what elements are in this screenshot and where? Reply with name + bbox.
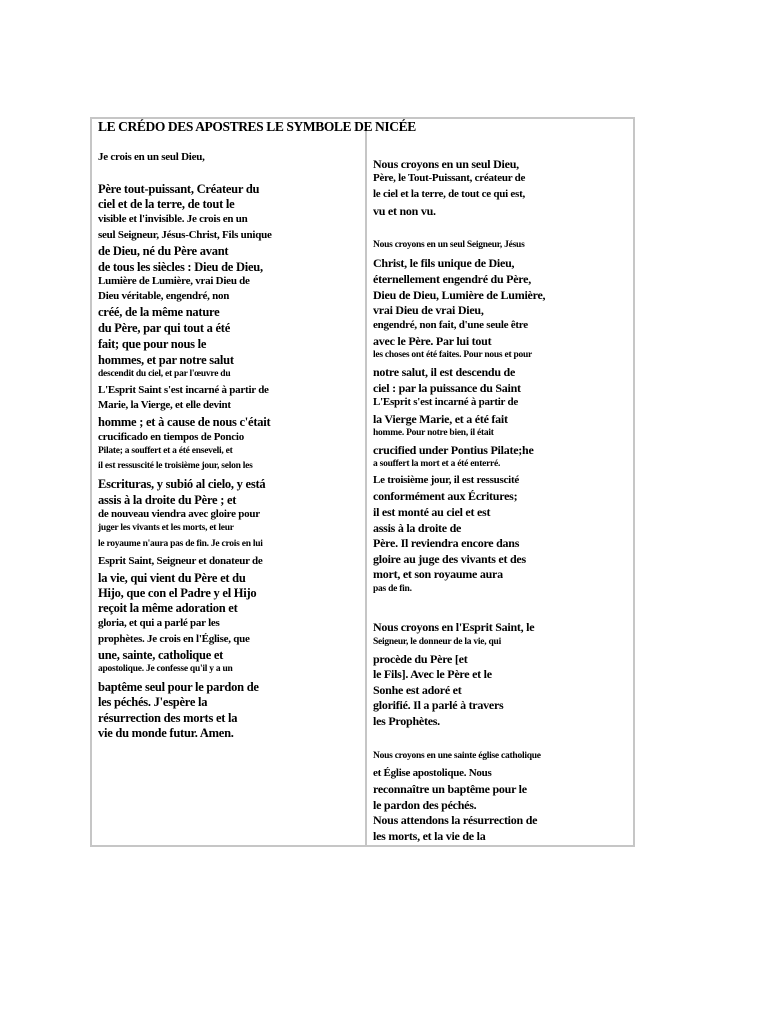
text-line: vrai Dieu de vrai Dieu,	[373, 303, 484, 317]
text-line: visible et l'invisible. Je crois en un	[98, 213, 248, 225]
text-line: le pardon des péchés.	[373, 798, 477, 812]
text-line: vu et non vu.	[373, 204, 436, 218]
text-line: hommes, et par notre salut	[98, 353, 234, 367]
text-line: baptême seul pour le pardon de	[98, 680, 259, 694]
text-line: Seigneur, le donneur de la vie, qui	[373, 637, 501, 647]
text-line: Pilate; a souffert et a été enseveli, et	[98, 446, 233, 456]
text-line: juger les vivants et les morts, et leur	[98, 523, 234, 533]
text-line: descendit du ciel, et par l'œuvre du	[98, 369, 231, 379]
text-line: gloria, et qui a parlé par les	[98, 617, 220, 629]
text-line: L'Esprit Saint s'est incarné à partir de	[98, 384, 269, 396]
text-line: homme ; et à cause de nous c'était	[98, 415, 271, 429]
text-line: procède du Père [et	[373, 652, 468, 666]
text-line: la Vierge Marie, et a été fait	[373, 412, 508, 426]
text-line: Nous croyons en un seul Seigneur, Jésus	[373, 240, 525, 250]
text-line: de tous les siècles : Dieu de Dieu,	[98, 260, 263, 274]
text-line: les Prophètes.	[373, 714, 440, 728]
text-line: Hijo, que con el Padre y el Hijo	[98, 586, 257, 600]
text-line: les morts, et la vie de la	[373, 829, 486, 843]
text-line: assis à la droite du Père ; et	[98, 493, 237, 507]
text-line: apostolique. Je confesse qu'il y a un	[98, 664, 233, 674]
text-line: reçoit la même adoration et	[98, 601, 238, 615]
text-line: Le troisième jour, il est ressuscité	[373, 474, 519, 486]
text-line: notre salut, il est descendu de	[373, 365, 516, 379]
text-line: Christ, le fils unique de Dieu,	[373, 256, 515, 270]
text-line: il est ressuscité le troisième jour, selon les	[98, 461, 253, 471]
text-line: Nous croyons en un seul Dieu,	[373, 157, 519, 171]
text-line: pas de fin.	[373, 584, 412, 594]
text-line: de Dieu, né du Père avant	[98, 244, 229, 258]
text-line: mort, et son royaume aura	[373, 567, 503, 581]
text-line: Père tout-puissant, Créateur du	[98, 182, 260, 196]
text-line: Je crois en un seul Dieu,	[98, 151, 205, 163]
text-line: les choses ont été faites. Pour nous et pour	[373, 350, 533, 360]
text-line: avec le Père. Par lui tout	[373, 334, 492, 348]
text-line: engendré, non fait, d'une seule être	[373, 319, 528, 331]
text-line: résurrection des morts et la	[98, 711, 238, 725]
text-line: Dieu véritable, engendré, non	[98, 290, 230, 302]
text-line: Lumière de Lumière, vrai Dieu de	[98, 275, 250, 287]
text-line: de nouveau viendra avec gloire pour	[98, 508, 260, 520]
text-line: Marie, la Vierge, et elle devint	[98, 399, 231, 411]
text-line: éternellement engendré du Père,	[373, 272, 531, 286]
text-line: Esprit Saint, Seigneur et donateur de	[98, 555, 263, 567]
text-line: le royaume n'aura pas de fin. Je crois en lui	[98, 539, 263, 549]
text-line: crucified under Pontius Pilate;he	[373, 443, 534, 457]
text-line: et Église apostolique. Nous	[373, 767, 492, 779]
text-line: gloire au juge des vivants et des	[373, 552, 526, 566]
text-line: Sonhe est adoré et	[373, 683, 462, 697]
text-line: Père, le Tout-Puissant, créateur de	[373, 172, 526, 184]
text-line: le Fils]. Avec le Père et le	[373, 667, 492, 681]
text-line: seul Seigneur, Jésus-Christ, Fils unique	[98, 229, 272, 241]
text-line: Nous croyons en l'Esprit Saint, le	[373, 620, 535, 634]
text-line: Escrituras, y subió al cielo, y está	[98, 477, 266, 491]
column-divider	[365, 129, 367, 847]
text-line: du Père, par qui tout a été	[98, 321, 231, 335]
text-line: ciel : par la puissance du Saint	[373, 381, 521, 395]
text-line: glorifié. Il a parlé à travers	[373, 698, 504, 712]
text-line: il est monté au ciel et est	[373, 505, 491, 519]
text-line: fait; que pour nous le	[98, 337, 207, 351]
text-line: Dieu de Dieu, Lumière de Lumière,	[373, 288, 546, 302]
text-line: vie du monde futur. Amen.	[98, 726, 234, 740]
text-line: Nous attendons la résurrection de	[373, 813, 538, 827]
text-line: Père. Il reviendra encore dans	[373, 536, 520, 550]
document-title: LE CRÉDO DES APOSTRES LE SYMBOLE DE NICÉE	[98, 119, 416, 134]
text-line: le ciel et la terre, de tout ce qui est,	[373, 188, 525, 200]
text-line: reconnaître un baptême pour le	[373, 782, 527, 796]
text-line: Nous croyons en une sainte église catholique	[373, 751, 541, 761]
text-line: L'Esprit s'est incarné à partir de	[373, 396, 518, 408]
text-line: la vie, qui vient du Père et du	[98, 571, 246, 585]
text-line: créé, de la même nature	[98, 305, 220, 319]
text-line: conformément aux Écritures;	[373, 489, 518, 503]
text-line: homme. Pour notre bien, il était	[373, 428, 494, 438]
text-line: les péchés. J'espère la	[98, 695, 208, 709]
text-line: assis à la droite de	[373, 521, 462, 535]
text-line: crucificado en tiempos de Poncio	[98, 431, 244, 443]
text-line: ciel et de la terre, de tout le	[98, 197, 235, 211]
text-line: une, sainte, catholique et	[98, 648, 224, 662]
text-line: a souffert la mort et a été enterré.	[373, 459, 501, 469]
text-line: prophètes. Je crois en l'Église, que	[98, 633, 250, 645]
